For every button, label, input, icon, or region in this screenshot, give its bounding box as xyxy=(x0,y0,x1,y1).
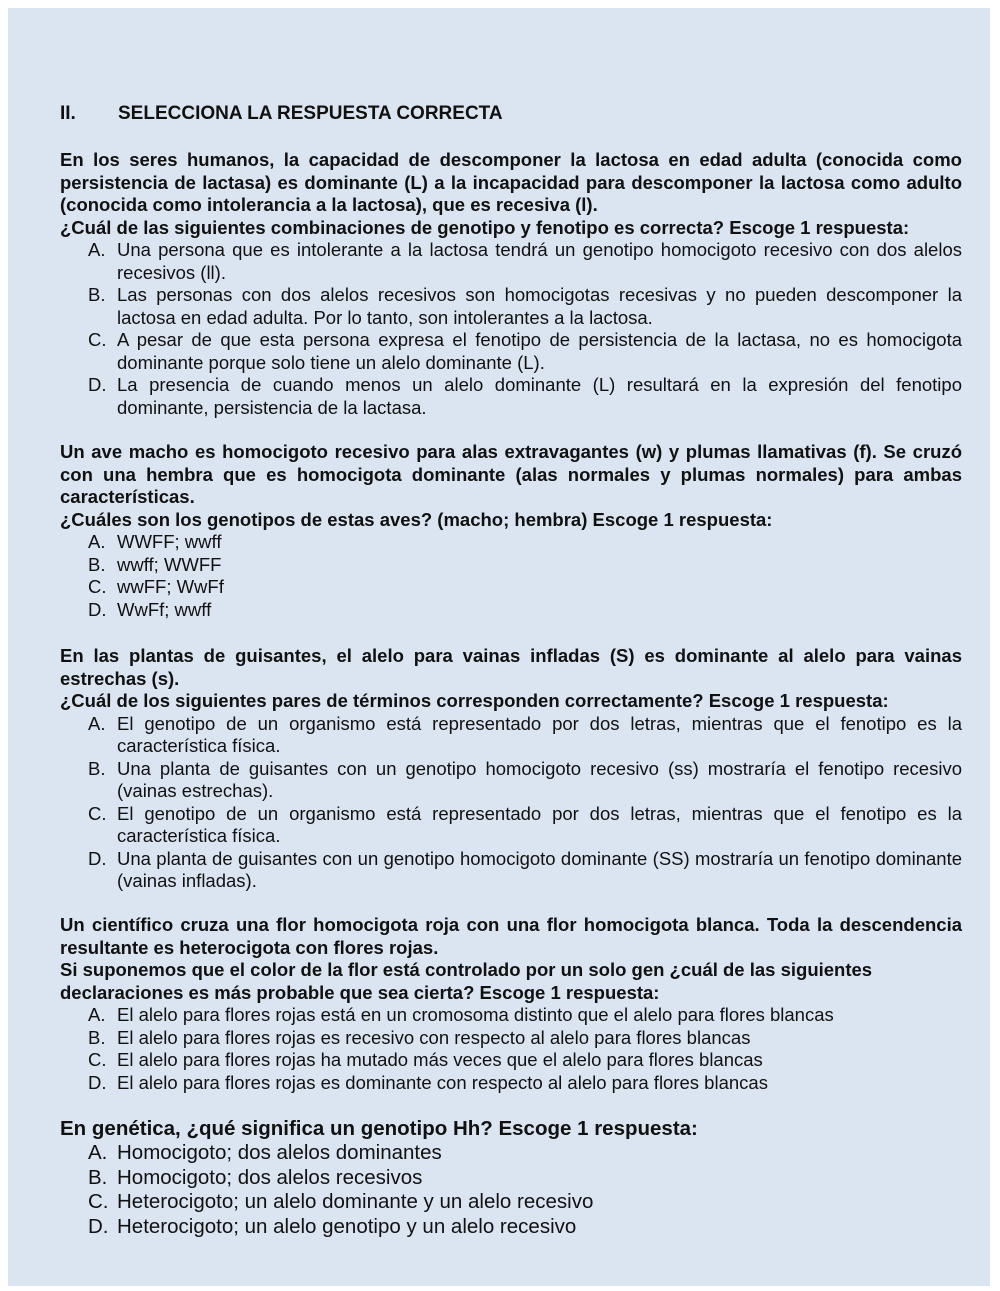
answer-options xyxy=(60,713,962,893)
answer-options xyxy=(60,1004,962,1094)
answer-options xyxy=(60,531,962,621)
answer-option-d[interactable]: D. WwFf; wwff xyxy=(88,598,212,620)
answer-option-a[interactable]: A. El genotipo de un organismo está representado por dos letras, mientras que el fenotipo es la característica física. xyxy=(88,712,962,756)
answer-option-a[interactable]: A. Homocigoto; dos alelos dominantes xyxy=(88,1141,442,1164)
section-heading xyxy=(60,103,503,125)
question-prompt: Si suponemos que el color de la flor está controlado por un solo gen ¿cuál de las siguientes declaraciones es más probable que sea cierta? Escoge 1 respuesta: xyxy=(60,959,873,1003)
answer-option-c[interactable]: C. El alelo para flores rojas ha mutado más veces que el alelo para flores blancas xyxy=(88,1049,763,1070)
question-stem: Un científico cruza una flor homocigota roja con una flor homocigota blanca. Toda la descendencia resultante es heterocigota con flores rojas. xyxy=(60,914,962,958)
question-3 xyxy=(60,645,962,893)
question-stem: En los seres humanos, la capacidad de descomponer la lactosa en edad adulta (conocida como persistencia de lactasa) es dominante (L) a la incapacidad para descomponer la lactosa como adulto (conocida como intolerancia a la lactosa), que es recesiva (l). xyxy=(60,149,962,215)
answer-option-d[interactable]: D. El alelo para flores rojas es dominante con respecto al alelo para flores blancas xyxy=(88,1071,768,1093)
question-prompt: En genética, ¿qué significa un genotipo Hh? Escoge 1 respuesta: xyxy=(60,1117,698,1140)
answer-option-a[interactable]: A. Una persona que es intolerante a la lactosa tendrá un genotipo homocigoto recesivo con dos alelos recesivos (ll). xyxy=(88,239,962,283)
answer-option-d[interactable]: D. Una planta de guisantes con un genotipo homocigoto dominante (SS) mostraría un fenotipo dominante (vainas infladas). xyxy=(88,847,962,891)
answer-option-d[interactable]: D. Heterocigoto; un alelo genotipo y un alelo recesivo xyxy=(88,1214,577,1238)
question-prompt: ¿Cuál de los siguientes pares de términos corresponden correctamente? Escoge 1 respuesta: xyxy=(60,690,889,711)
question-2 xyxy=(60,441,962,621)
answer-option-b[interactable]: B. Las personas con dos alelos recesivos son homocigotas recesivas y no pueden descomponer la lactosa en edad adulta. Por lo tanto, son intolerantes a la lactosa. xyxy=(88,284,962,328)
question-stem: En las plantas de guisantes, el alelo para vainas infladas (S) es dominante al alelo para vainas estrechas (s). xyxy=(60,645,962,689)
answer-option-b[interactable]: B. wwff; WWFF xyxy=(88,553,222,575)
answer-option-c[interactable]: C. Heterocigoto; un alelo dominante y un alelo recesivo xyxy=(88,1190,594,1213)
question-4 xyxy=(60,914,962,1094)
answer-options xyxy=(60,239,962,419)
answer-option-a[interactable]: A. El alelo para flores rojas está en un cromosoma distinto que el alelo para flores blancas xyxy=(88,1004,834,1025)
question-stem: Un ave macho es homocigoto recesivo para alas extravagantes (w) y plumas llamativas (f). Se cruzó con una hembra que es homocigota dominante (alas normales y plumas normales) para ambas características. xyxy=(60,441,962,507)
answer-options xyxy=(60,1141,962,1239)
answer-option-c[interactable]: C. El genotipo de un organismo está representado por dos letras, mientras que el fenotipo es la característica física. xyxy=(88,802,962,846)
answer-option-c[interactable]: C. wwFF; WwFf xyxy=(88,576,224,597)
question-5 xyxy=(60,1117,962,1239)
answer-option-b[interactable]: B. Una planta de guisantes con un genotipo homocigoto recesivo (ss) mostraría el fenotipo recesivo (vainas estrechas). xyxy=(88,757,962,801)
answer-option-b[interactable]: B. El alelo para flores rojas es recesivo con respecto al alelo para flores blancas xyxy=(88,1026,751,1048)
section-title: SELECCIONA LA RESPUESTA CORRECTA xyxy=(118,103,503,124)
question-prompt: ¿Cuál de las siguientes combinaciones de genotipo y fenotipo es correcta? Escoge 1 respuesta: xyxy=(60,216,910,238)
answer-option-d[interactable]: D. La presencia de cuando menos un alelo dominante (L) resultará en la expresión del fenotipo dominante, persistencia de la lactasa. xyxy=(88,374,962,418)
question-prompt: ¿Cuáles son los genotipos de estas aves? (macho; hembra) Escoge 1 respuesta: xyxy=(60,508,773,530)
question-1 xyxy=(60,149,962,419)
section-number: II. xyxy=(60,103,76,124)
answer-option-a[interactable]: A. WWFF; wwff xyxy=(88,531,222,552)
answer-option-c[interactable]: C. A pesar de que esta persona expresa el fenotipo de persistencia de la lactasa, no es homocigota dominante porque solo tiene un alelo dominante (L). xyxy=(88,329,962,373)
answer-option-b[interactable]: B. Homocigoto; dos alelos recesivos xyxy=(88,1165,423,1189)
